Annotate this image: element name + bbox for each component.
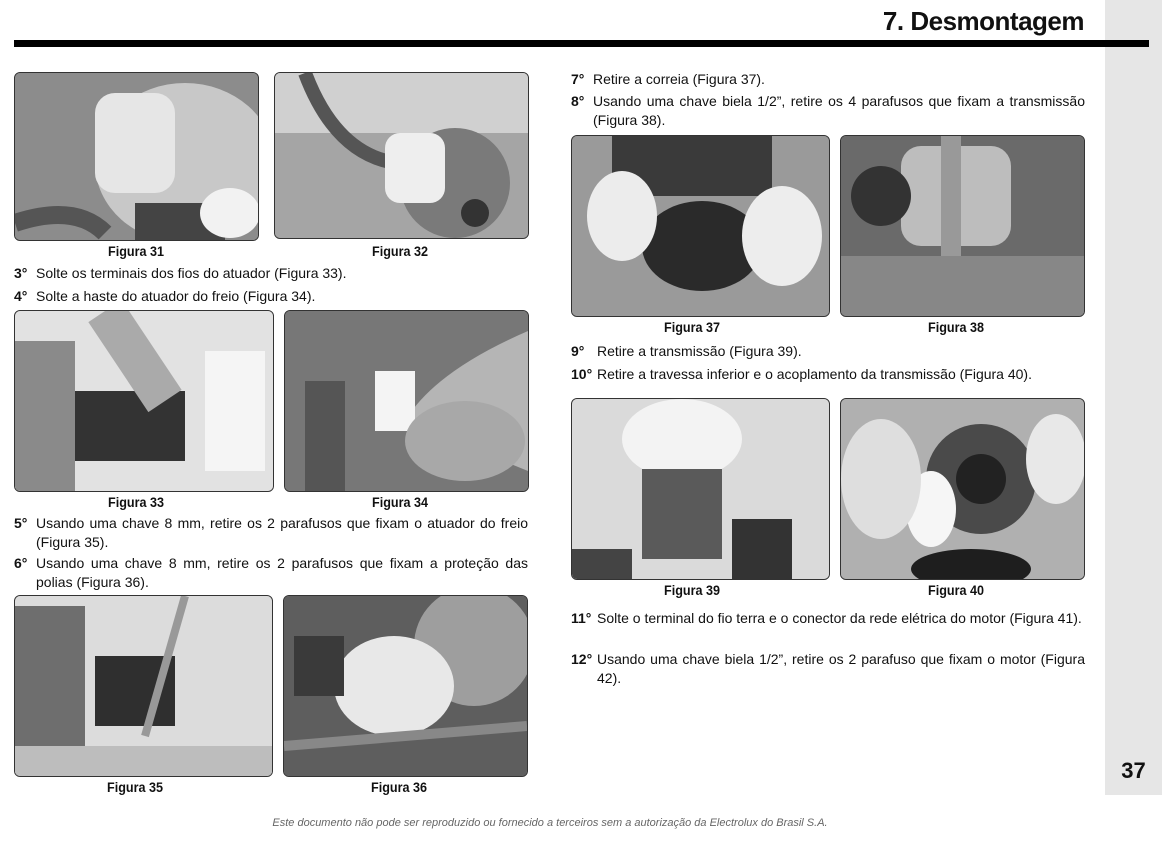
photo-figure-31	[14, 72, 259, 241]
photo-figure-36	[283, 595, 528, 777]
step-8-text: Usando uma chave biela 1/2”, retire os 4 parafusos que fixam a transmissão (Figura 38).	[593, 93, 1085, 128]
step-3-number: 3°	[14, 265, 28, 281]
step-6-number: 6°	[14, 555, 28, 571]
step-9-text: Retire a transmissão (Figura 39).	[597, 343, 802, 359]
step-12-text: Usando uma chave biela 1/2”, retire os 2 parafuso que fixam o motor (Figura 42).	[597, 651, 1085, 686]
step-9-number: 9°	[571, 343, 585, 359]
step-11	[571, 609, 1085, 628]
caption-figure-31: Figura 31	[108, 243, 165, 259]
step-5	[14, 514, 528, 552]
caption-figure-39: Figura 39	[664, 582, 721, 598]
step-7-number: 7°	[571, 71, 585, 87]
caption-figure-37: Figura 37	[664, 319, 721, 335]
step-10-number: 10°	[571, 366, 593, 382]
step-12-number: 12°	[571, 651, 593, 667]
photo-figure-37	[571, 135, 830, 317]
step-11-number: 11°	[571, 610, 592, 626]
step-5-text: Usando uma chave 8 mm, retire os 2 parafusos que fixam o atuador do freio (Figura 35).	[36, 515, 528, 550]
step-10-text: Retire a travessa inferior e o acoplamento da transmissão (Figura 40).	[597, 366, 1032, 382]
photo-figure-39	[571, 398, 830, 580]
step-10	[571, 365, 1085, 384]
page-number: 37	[1121, 758, 1146, 783]
step-7-text: Retire a correia (Figura 37).	[593, 71, 765, 87]
header-rule	[14, 40, 1149, 47]
caption-figure-32: Figura 32	[372, 243, 429, 259]
caption-figure-34: Figura 34	[372, 494, 429, 510]
caption-figure-40: Figura 40	[928, 582, 985, 598]
step-9	[571, 342, 1085, 361]
section-title: 7. Desmontagem	[882, 6, 1084, 36]
step-8	[571, 92, 1085, 130]
step-3-text: Solte os terminais dos fios do atuador (Figura 33).	[36, 265, 347, 281]
step-12	[571, 650, 1085, 688]
page-sidebar	[1105, 0, 1162, 795]
photo-figure-38	[840, 135, 1085, 317]
step-3	[14, 264, 528, 283]
caption-figure-35: Figura 35	[107, 779, 164, 795]
step-8-number: 8°	[571, 93, 585, 109]
step-4-number: 4°	[14, 288, 28, 304]
photo-figure-35	[14, 595, 273, 777]
step-5-number: 5°	[14, 515, 28, 531]
step-6-text: Usando uma chave 8 mm, retire os 2 parafusos que fixam a proteção das polias (Figura 36).	[36, 555, 528, 590]
photo-figure-32	[274, 72, 529, 239]
photo-figure-40	[840, 398, 1085, 580]
caption-figure-33: Figura 33	[108, 494, 165, 510]
caption-figure-36: Figura 36	[371, 779, 428, 795]
caption-figure-38: Figura 38	[928, 319, 985, 335]
step-7	[571, 70, 1085, 89]
step-6	[14, 554, 528, 592]
footer-disclaimer: Este documento não pode ser reproduzido ou fornecido a terceiros sem a autorização da Electrolux do Brasil S.A.	[272, 817, 828, 829]
step-4	[14, 287, 528, 306]
step-4-text: Solte a haste do atuador do freio (Figura 34).	[36, 288, 316, 304]
photo-figure-34	[284, 310, 529, 492]
photo-figure-33	[14, 310, 274, 492]
step-11-text: Solte o terminal do fio terra e o conector da rede elétrica do motor (Figura 41).	[597, 610, 1082, 626]
